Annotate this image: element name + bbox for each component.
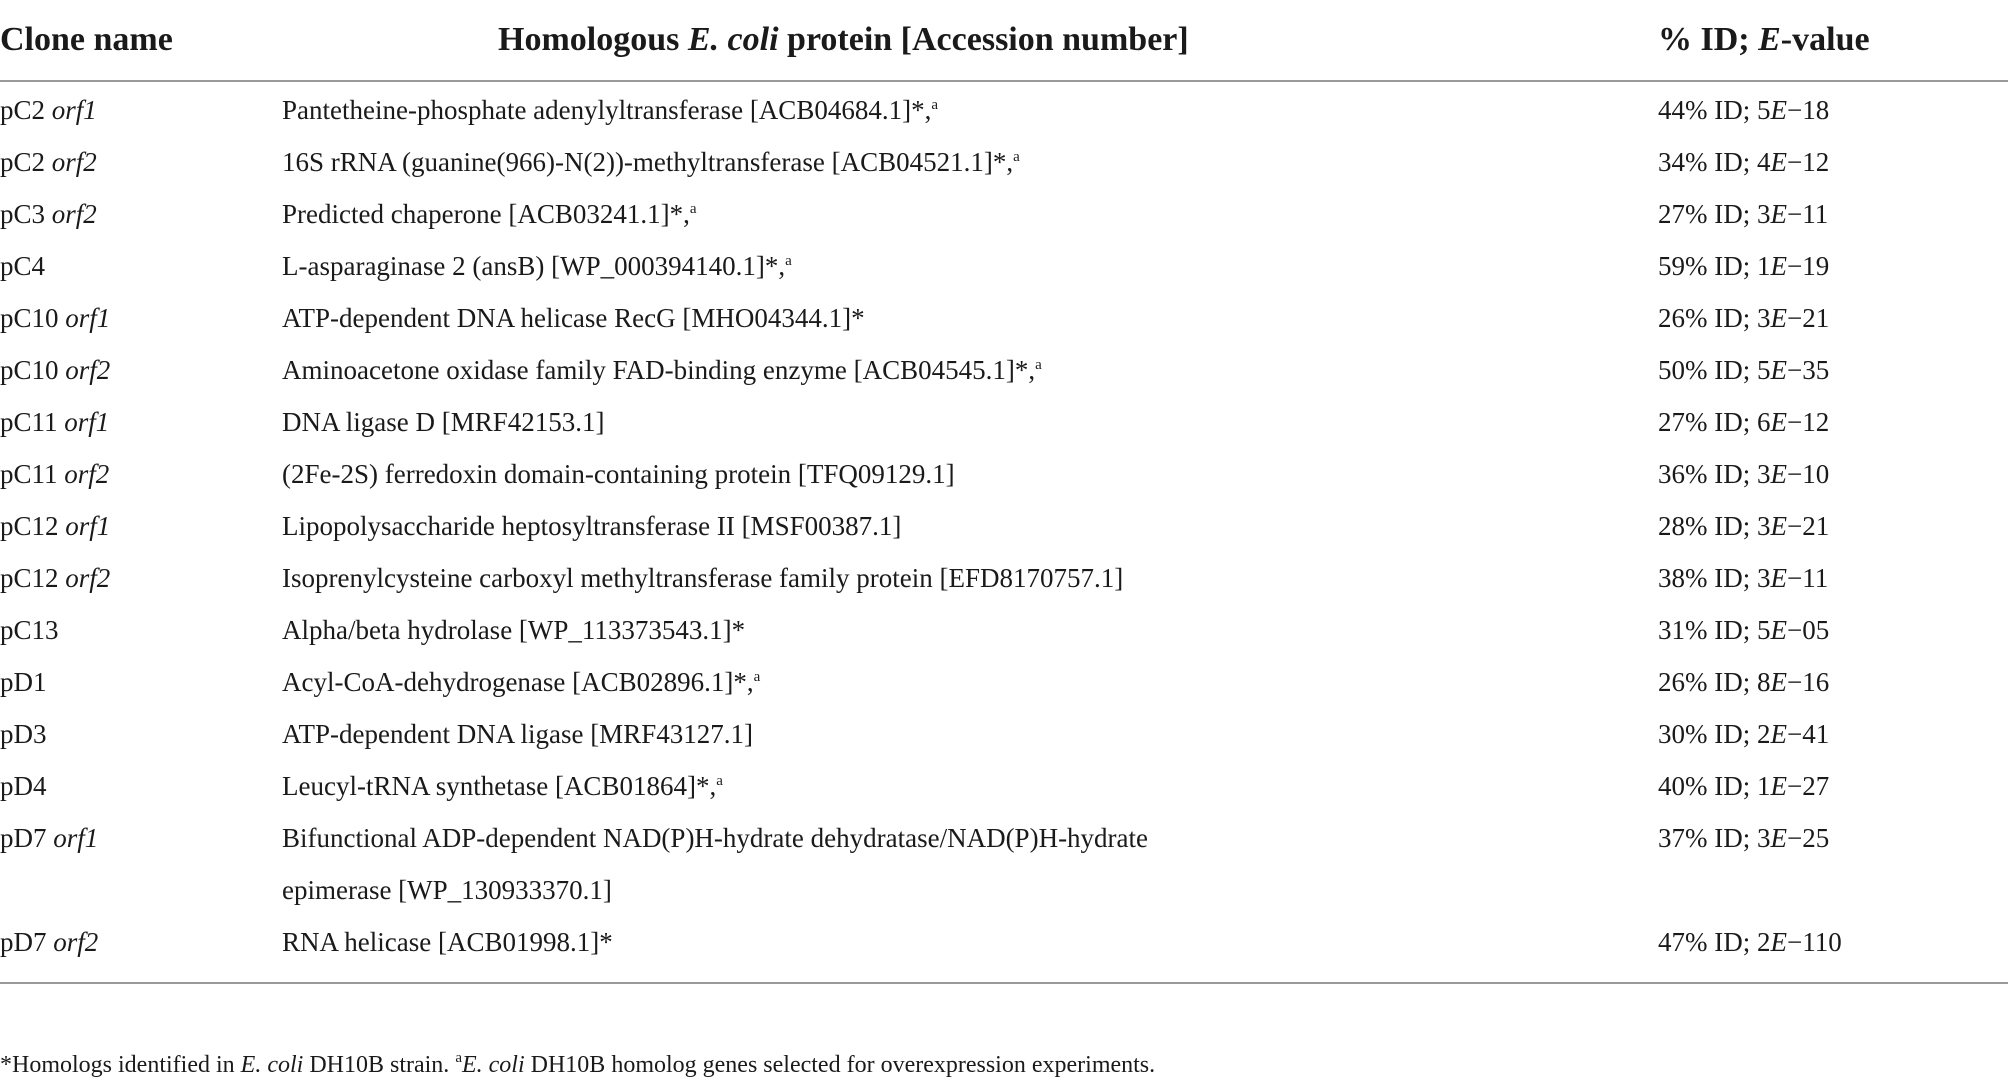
evalue-e: E [1770, 511, 1787, 541]
protein-name: Leucyl-tRNA synthetase [ACB01864]*, [282, 771, 717, 801]
clone-id: pC2 [0, 147, 46, 177]
table-row [0, 136, 2008, 188]
cell-identity-evalue [1512, 81, 2008, 136]
footnote-part3: DH10B homolog genes selected for overexpression experiments. [524, 1052, 1156, 1078]
clone-id: pC11 [0, 459, 58, 489]
cell-clone-name [0, 500, 282, 552]
evalue-exponent: −12 [1786, 407, 1830, 437]
cell-homologous-protein [282, 604, 1512, 656]
cell-identity-evalue [1512, 344, 2008, 396]
evalue-e: E [1770, 355, 1787, 385]
identity-value: 27% ID; 3 [1658, 199, 1771, 229]
evalue-e: E [1770, 407, 1787, 437]
footnote-part1: *Homologs identified in [0, 1052, 241, 1078]
table-row [0, 656, 2008, 708]
cell-clone-name [0, 760, 282, 812]
protein-name: Isoprenylcysteine carboxyl methyltransferase family protein [EFD8170757.1] [282, 563, 1124, 593]
evalue-e: E [1770, 719, 1787, 749]
table-row [0, 500, 2008, 552]
evalue-e: E [1770, 615, 1787, 645]
footnote-species-2: E. coli [461, 1052, 525, 1078]
evalue-exponent: −27 [1786, 771, 1830, 801]
cell-clone-name [0, 448, 282, 500]
cell-clone-name [0, 708, 282, 760]
identity-value: 59% ID; 1 [1658, 251, 1771, 281]
orf-label: orf2 [53, 927, 99, 957]
cell-clone-name [0, 188, 282, 240]
cell-identity-evalue [1512, 396, 2008, 448]
header-homologous-protein [282, 0, 1512, 81]
evalue-e: E [1770, 927, 1787, 957]
cell-homologous-protein [282, 500, 1512, 552]
protein-superscript: a [785, 253, 792, 269]
identity-value: 47% ID; 2 [1658, 927, 1771, 957]
protein-name: Alpha/beta hydrolase [WP_113373543.1]* [282, 615, 746, 645]
cell-identity-evalue [1512, 916, 2008, 982]
orf-label: orf1 [53, 823, 99, 853]
cell-clone-name [0, 240, 282, 292]
evalue-exponent: −19 [1786, 251, 1830, 281]
evalue-exponent: −110 [1786, 927, 1842, 957]
identity-value: 38% ID; 3 [1658, 563, 1771, 593]
evalue-e: E [1770, 95, 1787, 125]
header-id-pre: % ID; [1658, 21, 1759, 58]
orf-label: orf1 [64, 407, 110, 437]
evalue-exponent: −25 [1786, 823, 1830, 853]
clone-id: pD3 [0, 719, 47, 749]
table-row [0, 188, 2008, 240]
evalue-e: E [1770, 823, 1787, 853]
table-row [0, 396, 2008, 448]
protein-superscript: a [716, 773, 723, 789]
evalue-exponent: −11 [1786, 563, 1829, 593]
table-row [0, 916, 2008, 982]
cell-clone-name [0, 396, 282, 448]
identity-value: 44% ID; 5 [1658, 95, 1771, 125]
protein-name: ATP-dependent DNA ligase [MRF43127.1] [282, 719, 753, 749]
evalue-exponent: −18 [1786, 95, 1830, 125]
header-clone-text: Clone name [0, 21, 173, 58]
table-row [0, 448, 2008, 500]
cell-homologous-protein [282, 136, 1512, 188]
protein-name: (2Fe-2S) ferredoxin domain-containing protein [TFQ09129.1] [282, 459, 955, 489]
cell-homologous-protein [282, 448, 1512, 500]
table-body [0, 81, 2008, 982]
evalue-e: E [1770, 199, 1787, 229]
orf-label: orf2 [51, 199, 97, 229]
footnote-superscript: a [455, 1050, 462, 1066]
identity-value: 26% ID; 8 [1658, 667, 1771, 697]
cell-identity-evalue [1512, 604, 2008, 656]
cell-clone-name [0, 604, 282, 656]
evalue-exponent: −11 [1786, 199, 1829, 229]
cell-identity-evalue [1512, 240, 2008, 292]
identity-value: 31% ID; 5 [1658, 615, 1771, 645]
identity-value: 40% ID; 1 [1658, 771, 1771, 801]
cell-identity-evalue [1512, 552, 2008, 604]
evalue-e: E [1770, 771, 1787, 801]
clone-id: pD4 [0, 771, 47, 801]
clone-id: pD7 [0, 927, 47, 957]
header-clone-name [0, 0, 282, 81]
cell-identity-evalue [1512, 760, 2008, 812]
cell-homologous-protein [282, 396, 1512, 448]
protein-name: ATP-dependent DNA helicase RecG [MHO04344.1]* [282, 303, 865, 333]
cell-homologous-protein [282, 656, 1512, 708]
protein-name: Acyl-CoA-dehydrogenase [ACB02896.1]*, [282, 667, 754, 697]
cell-homologous-protein [282, 760, 1512, 812]
cell-homologous-protein [282, 344, 1512, 396]
table-row [0, 81, 2008, 136]
clone-id: pC10 [0, 355, 59, 385]
cell-homologous-protein [282, 916, 1512, 982]
cell-identity-evalue [1512, 656, 2008, 708]
evalue-exponent: −10 [1786, 459, 1830, 489]
footnote-part2: DH10B strain. [303, 1052, 456, 1078]
cell-clone-name [0, 344, 282, 396]
protein-name: Predicted chaperone [ACB03241.1]*, [282, 199, 690, 229]
header-protein-post: protein [Accession number] [778, 21, 1189, 58]
protein-name: DNA ligase D [MRF42153.1] [282, 407, 605, 437]
table-row [0, 760, 2008, 812]
table-row [0, 708, 2008, 760]
cell-clone-name [0, 656, 282, 708]
header-protein-pre: Homologous [498, 21, 688, 58]
clone-id: pC10 [0, 303, 59, 333]
evalue-exponent: −16 [1786, 667, 1830, 697]
identity-value: 37% ID; 3 [1658, 823, 1771, 853]
cell-clone-name [0, 292, 282, 344]
evalue-e: E [1770, 563, 1787, 593]
cell-identity-evalue [1512, 812, 2008, 916]
header-id-post: -value [1780, 21, 1870, 58]
cell-clone-name [0, 136, 282, 188]
orf-label: orf1 [65, 303, 111, 333]
evalue-e: E [1770, 667, 1787, 697]
cell-clone-name [0, 81, 282, 136]
table-bottom-rule [0, 982, 2008, 984]
protein-name: L-asparaginase 2 (ansB) [WP_000394140.1]*, [282, 251, 786, 281]
protein-name: Aminoacetone oxidase family FAD-binding enzyme [ACB04545.1]*, [282, 355, 1036, 385]
cell-clone-name [0, 812, 282, 916]
orf-label: orf1 [65, 511, 111, 541]
clone-id: pD7 [0, 823, 47, 853]
clone-id: pC2 [0, 95, 46, 125]
protein-name: RNA helicase [ACB01998.1]* [282, 927, 613, 957]
cell-homologous-protein [282, 81, 1512, 136]
identity-value: 34% ID; 4 [1658, 147, 1771, 177]
cell-identity-evalue [1512, 292, 2008, 344]
cell-homologous-protein [282, 188, 1512, 240]
protein-name: Bifunctional ADP-dependent NAD(P)H-hydrate dehydratase/NAD(P)H-hydrate [282, 823, 1149, 853]
protein-name-continued: epimerase [WP_130933370.1] [282, 875, 612, 905]
header-row [0, 0, 2008, 81]
identity-value: 26% ID; 3 [1658, 303, 1771, 333]
cell-clone-name [0, 916, 282, 982]
table-row [0, 344, 2008, 396]
table-row [0, 552, 2008, 604]
table-row [0, 292, 2008, 344]
orf-label: orf2 [65, 563, 111, 593]
orf-label: orf1 [51, 95, 97, 125]
identity-value: 28% ID; 3 [1658, 511, 1771, 541]
protein-name: 16S rRNA (guanine(966)-N(2))-methyltransferase [ACB04521.1]*, [282, 147, 1014, 177]
protein-superscript: a [931, 97, 938, 113]
protein-name: Lipopolysaccharide heptosyltransferase II [MSF00387.1] [282, 511, 902, 541]
cell-homologous-protein [282, 812, 1512, 916]
clone-id: pD1 [0, 667, 47, 697]
clone-id: pC12 [0, 511, 59, 541]
clone-id: pC4 [0, 251, 46, 281]
cell-homologous-protein [282, 708, 1512, 760]
protein-superscript: a [1013, 149, 1020, 165]
evalue-exponent: −21 [1786, 303, 1830, 333]
table-row [0, 240, 2008, 292]
evalue-e: E [1770, 459, 1787, 489]
evalue-exponent: −35 [1786, 355, 1830, 385]
evalue-exponent: −05 [1786, 615, 1830, 645]
cell-identity-evalue [1512, 500, 2008, 552]
protein-superscript: a [753, 669, 761, 685]
table-footnote [0, 1049, 1155, 1081]
cell-identity-evalue [1512, 708, 2008, 760]
footnote-species-1: E. coli [240, 1052, 304, 1078]
header-protein-species: E. coli [687, 21, 779, 58]
header-identity-evalue [1512, 0, 2008, 81]
cell-identity-evalue [1512, 136, 2008, 188]
identity-value: 50% ID; 5 [1658, 355, 1771, 385]
clone-id: pC12 [0, 563, 59, 593]
orf-label: orf2 [65, 355, 111, 385]
protein-superscript: a [689, 201, 697, 217]
evalue-exponent: −41 [1786, 719, 1830, 749]
orf-label: orf2 [51, 147, 97, 177]
table-row [0, 604, 2008, 656]
cell-homologous-protein [282, 240, 1512, 292]
evalue-exponent: −12 [1786, 147, 1830, 177]
identity-value: 36% ID; 3 [1658, 459, 1771, 489]
protein-superscript: a [1035, 357, 1042, 373]
identity-value: 27% ID; 6 [1658, 407, 1771, 437]
cell-homologous-protein [282, 292, 1512, 344]
evalue-e: E [1770, 251, 1787, 281]
table-header [0, 0, 2008, 81]
cell-identity-evalue [1512, 188, 2008, 240]
orf-label: orf2 [64, 459, 110, 489]
cell-identity-evalue [1512, 448, 2008, 500]
clone-id: pC11 [0, 407, 58, 437]
table-row [0, 812, 2008, 916]
clone-id: pC3 [0, 199, 46, 229]
protein-name: Pantetheine-phosphate adenylyltransferase [ACB04684.1]*, [282, 95, 932, 125]
clone-id: pC13 [0, 615, 59, 645]
header-id-e: E [1758, 21, 1781, 58]
cell-homologous-protein [282, 552, 1512, 604]
evalue-e: E [1770, 147, 1787, 177]
identity-value: 30% ID; 2 [1658, 719, 1771, 749]
cell-clone-name [0, 552, 282, 604]
evalue-exponent: −21 [1786, 511, 1830, 541]
evalue-e: E [1770, 303, 1787, 333]
